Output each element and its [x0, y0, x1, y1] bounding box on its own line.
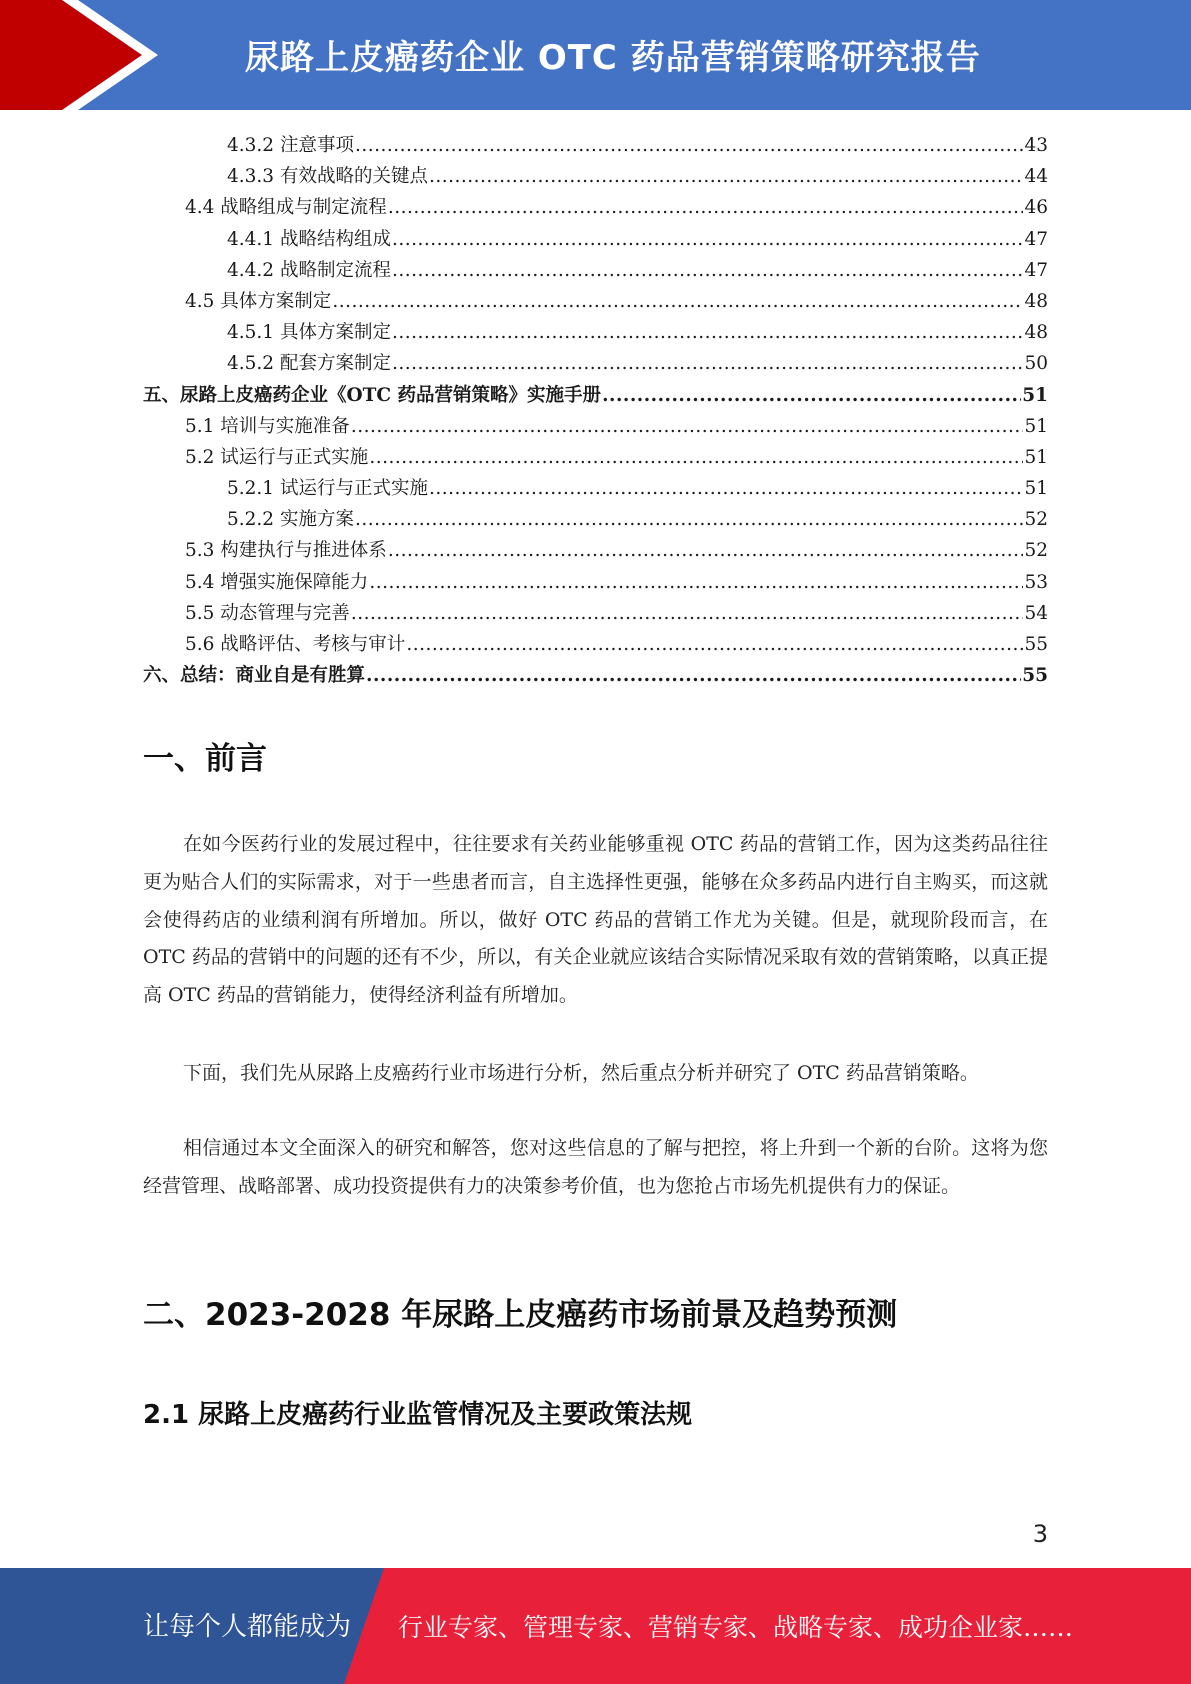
toc-entry[interactable]: [143, 192, 1048, 223]
report-title: 尿路上皮癌药企业 OTC 药品营销策略研究报告: [245, 38, 981, 78]
toc-entry-title: 5.2.2 实施方案: [227, 509, 354, 531]
toc-entry[interactable]: [143, 380, 1048, 411]
toc-entry-page: 53: [1024, 571, 1048, 593]
toc-entry[interactable]: [143, 535, 1048, 566]
toc-entry-title: 5.2 试运行与正式实施: [185, 446, 369, 468]
toc-entry-page: 51: [1022, 384, 1048, 406]
toc-entry-page: 43: [1024, 135, 1048, 156]
toc-entry-page: 47: [1024, 228, 1048, 250]
toc-entry-page: 44: [1024, 166, 1048, 188]
toc-leader-dots: [369, 567, 1023, 598]
toc-entry[interactable]: [143, 473, 1048, 504]
toc-leader-dots: [392, 224, 1023, 255]
toc-leader-dots: [429, 473, 1023, 504]
toc-entry[interactable]: [143, 660, 1048, 691]
toc-leader-dots: [366, 660, 1021, 691]
toc-leader-dots: [429, 161, 1023, 192]
toc-entry-title: 五、尿路上皮癌药企业《OTC 药品营销策略》实施手册: [143, 384, 602, 406]
toc-leader-dots: [351, 598, 1024, 629]
toc-entry-title: 4.5 具体方案制定: [185, 290, 332, 312]
toc-entry-title: 4.4 战略组成与制定流程: [185, 197, 387, 219]
toc-leader-dots: [388, 535, 1024, 566]
toc-entry-title: 5.5 动态管理与完善: [185, 602, 350, 624]
page-footer: [0, 1568, 1191, 1684]
toc-entry-page: 51: [1024, 446, 1048, 468]
toc-entry-title: 4.5.1 具体方案制定: [227, 322, 391, 344]
toc-entry-page: 52: [1024, 540, 1048, 562]
toc-entry[interactable]: [143, 442, 1048, 473]
toc-entry-page: 55: [1022, 665, 1048, 687]
toc-leader-dots: [602, 380, 1021, 411]
toc-entry-title: 4.4.1 战略结构组成: [227, 228, 391, 250]
toc-entry-page: 51: [1024, 415, 1048, 437]
toc-entry[interactable]: [143, 317, 1048, 348]
footer-slogan-left: 让每个人都能成为: [143, 1612, 352, 1642]
toc-entry-page: 48: [1024, 290, 1048, 312]
toc-entry-page: 55: [1024, 634, 1048, 655]
toc-leader-dots: [392, 255, 1023, 286]
paragraph: 在如今医药行业的发展过程中，往往要求有关药业能够重视 OTC 药品的营销工作，因为这类药品往往更为贴合人们的实际需求，对于一些患者而言，自主选择性更强，能够在众多药品内进行自主购买，而这就会使得药店的业绩利润有所增加。所以，做好 OTC 药品的营销工作尤为关键。但是，就现阶段而言，在 OTC 药品的营销中的问题的还有不少，所以，有关企业就应该结合实际情况采取有效的营销策略，以真正提高 OTC 药品的营销能力，使得经济利益有所增加。: [143, 833, 1048, 1007]
toc-leader-dots: [388, 192, 1024, 223]
chevron-decoration: [0, 0, 160, 110]
toc-entry-page: 48: [1024, 322, 1048, 344]
page-header: [0, 0, 1191, 110]
paragraph: 下面，我们先从尿路上皮癌药行业市场进行分析，然后重点分析并研究了 OTC 药品营销策略。: [183, 1062, 979, 1084]
toc-entry[interactable]: [143, 130, 1048, 161]
toc-leader-dots: [406, 629, 1023, 660]
toc-entry-page: 54: [1024, 602, 1048, 624]
toc-entry-title: 5.2.1 试运行与正式实施: [227, 478, 428, 500]
toc-entry-page: 52: [1024, 509, 1048, 531]
paragraph: 相信通过本文全面深入的研究和解答，您对这些信息的了解与把控，将上升到一个新的台阶。这将为您经营管理、战略部署、成功投资提供有力的决策参考价值，也为您抢占市场先机提供有力的保证。: [143, 1137, 1048, 1197]
toc-entry-title: 5.3 构建执行与推进体系: [185, 540, 387, 562]
toc-entry-page: 50: [1024, 353, 1048, 375]
toc-entry[interactable]: [143, 411, 1048, 442]
table-of-contents: [143, 130, 1048, 691]
subsection-heading-regulation: 2.1 尿路上皮癌药行业监管情况及主要政策法规: [143, 1400, 693, 1430]
toc-entry[interactable]: [143, 567, 1048, 598]
toc-entry[interactable]: [143, 348, 1048, 379]
toc-entry[interactable]: [143, 629, 1048, 660]
toc-entry-title: 4.5.2 配套方案制定: [227, 353, 391, 375]
toc-entry[interactable]: [143, 224, 1048, 255]
toc-entry-title: 5.4 增强实施保障能力: [185, 571, 369, 593]
footer-slogan-right: 行业专家、管理专家、营销专家、战略专家、成功企业家……: [398, 1613, 1074, 1642]
toc-entry-title: 4.3.2 注意事项: [227, 135, 354, 156]
toc-entry[interactable]: [143, 598, 1048, 629]
toc-entry[interactable]: [143, 286, 1048, 317]
toc-entry[interactable]: [143, 161, 1048, 192]
section-heading-preface: 一、前言: [143, 741, 267, 777]
toc-entry-title: 4.4.2 战略制定流程: [227, 259, 391, 281]
toc-entry-title: 4.3.3 有效战略的关键点: [227, 166, 428, 188]
toc-leader-dots: [392, 348, 1023, 379]
toc-entry-title: 5.6 战略评估、考核与审计: [185, 634, 406, 655]
toc-leader-dots: [369, 442, 1023, 473]
toc-entry[interactable]: [143, 504, 1048, 535]
toc-entry[interactable]: [143, 255, 1048, 286]
section-heading-market-outlook: 二、2023-2028 年尿路上皮癌药市场前景及趋势预测: [143, 1297, 898, 1333]
toc-leader-dots: [355, 504, 1024, 535]
toc-leader-dots: [351, 411, 1024, 442]
toc-entry-page: 51: [1024, 478, 1048, 500]
toc-leader-dots: [355, 130, 1024, 161]
toc-entry-page: 46: [1024, 197, 1048, 219]
toc-entry-page: 47: [1024, 259, 1048, 281]
toc-entry-title: 六、总结：商业自是有胜算: [143, 665, 366, 687]
toc-leader-dots: [332, 286, 1023, 317]
page-number: 3: [1032, 1520, 1048, 1548]
toc-entry-title: 5.1 培训与实施准备: [185, 415, 350, 437]
toc-leader-dots: [392, 317, 1023, 348]
